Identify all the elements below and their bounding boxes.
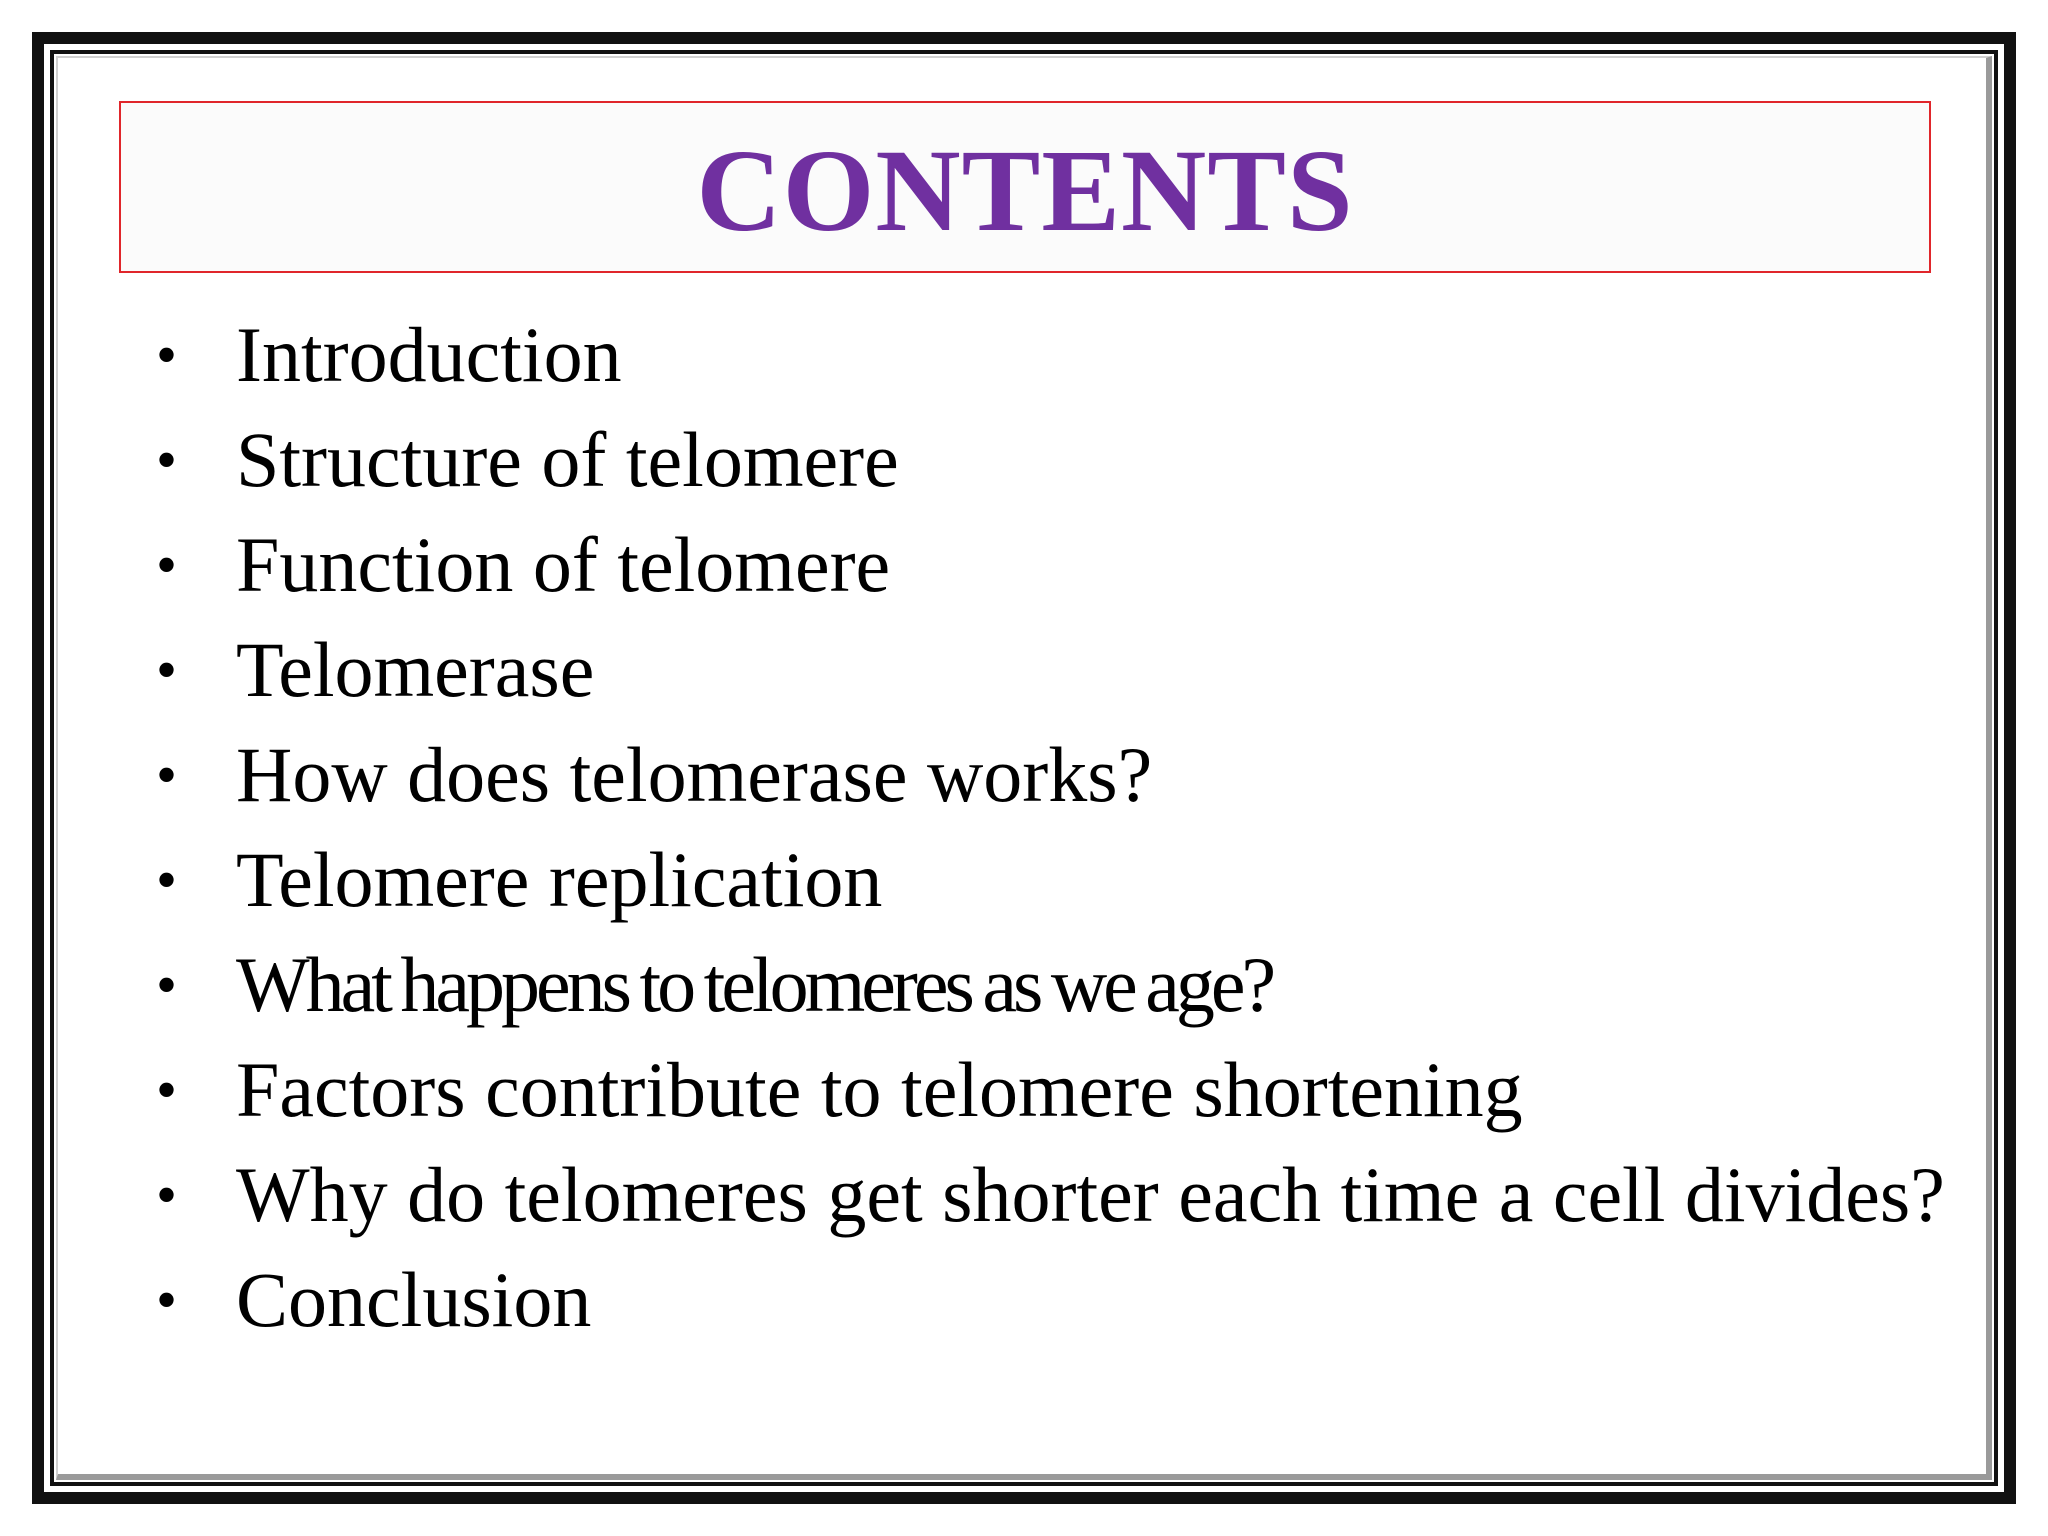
bullet-icon: • [156, 1162, 178, 1228]
bullet-icon: • [156, 322, 178, 388]
bullet-icon: • [156, 742, 178, 808]
list-item [150, 312, 1960, 398]
list-item [150, 942, 1960, 1028]
bullet-icon: • [156, 1267, 178, 1333]
list-item [150, 1047, 1960, 1133]
list-item-text: Function of telomere [236, 521, 891, 608]
list-item-text: Telomere replication [236, 836, 883, 923]
list-item-text: Introduction [236, 311, 622, 398]
list-item-text: Structure of telomere [236, 416, 899, 503]
slide-title: CONTENTS [696, 125, 1354, 256]
bullet-icon: • [156, 427, 178, 493]
bullet-icon: • [156, 532, 178, 598]
list-item-text: What happens to telomeres as we age? [236, 941, 1273, 1028]
bullet-icon: • [156, 637, 178, 703]
title-box [119, 101, 1931, 273]
list-item-text: Telomerase [236, 626, 595, 713]
contents-list [150, 312, 1960, 1362]
list-item [150, 1152, 1960, 1238]
list-item-text: How does telomerase works? [236, 731, 1153, 818]
bullet-icon: • [156, 1057, 178, 1123]
bullet-icon: • [156, 952, 178, 1018]
list-item-text: Why do telomeres get shorter each time a cell divides? [236, 1151, 1945, 1238]
list-item [150, 837, 1960, 923]
list-item [150, 417, 1960, 503]
list-item [150, 627, 1960, 713]
list-item-text: Factors contribute to telomere shortening [236, 1046, 1523, 1133]
bullet-icon: • [156, 847, 178, 913]
list-item [150, 1257, 1960, 1343]
list-item [150, 732, 1960, 818]
list-item-text: Conclusion [236, 1256, 592, 1343]
list-item [150, 522, 1960, 608]
